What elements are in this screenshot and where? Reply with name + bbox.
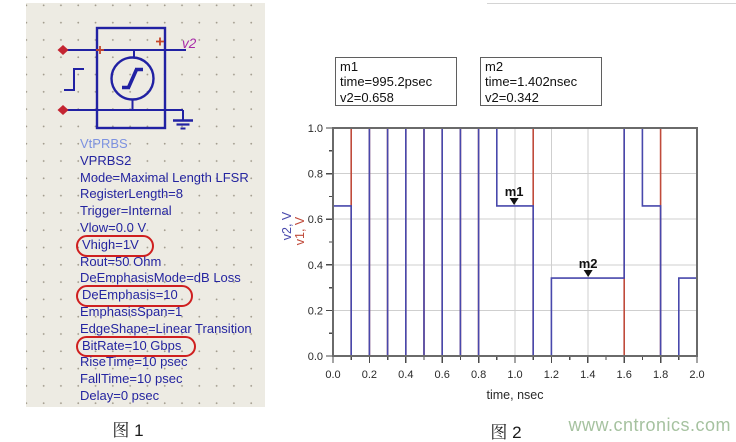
x-tick-label: 1.2 [543, 369, 560, 381]
marker-label-m1[interactable]: m1 [504, 183, 524, 199]
x-tick-label: 1.6 [616, 369, 632, 381]
param-text: RegisterLength=8 [80, 186, 183, 202]
y-tick-label: 1.0 [307, 123, 323, 135]
marker-value: v2=0.658 [340, 89, 394, 105]
x-tick-label: 0.6 [434, 369, 450, 381]
y-tick-label: 0.0 [307, 351, 323, 363]
param-text: RiseTime=10 psec [80, 354, 188, 370]
param-text: VPRBS2 [80, 152, 132, 168]
param-text: Rout=50 Ohm [80, 253, 162, 269]
y-tick-label: 0.2 [307, 305, 323, 318]
param-text: DeEmphasisMode=dB Loss [80, 270, 241, 286]
y-tick-label: 0.8 [307, 168, 323, 181]
x-tick-label: 0.4 [398, 369, 414, 381]
x-axis-label: time, nsec [486, 388, 544, 402]
x-tick-label: 1.4 [580, 369, 596, 381]
param-text: Mode=Maximal Length LFSR [80, 169, 249, 185]
x-tick-label: 1.8 [652, 369, 669, 381]
x-tick-label: 0.8 [470, 369, 487, 381]
marker-label-m2[interactable]: m2 [578, 256, 598, 272]
x-tick-label: 0.2 [361, 369, 378, 381]
y-axis-label-v1: v1, V [293, 216, 307, 246]
y-tick-label: 0.6 [307, 214, 323, 227]
marker-time: time=995.2psec [340, 74, 433, 90]
x-tick-label: 0.0 [325, 369, 341, 381]
param-text: VtPRBS [80, 136, 128, 151]
figure2-caption: 图 2 [490, 423, 522, 442]
x-tick-label: 2.0 [689, 369, 705, 381]
y-axis-label-v2: v2, V [280, 211, 294, 241]
param-text: FallTime=10 psec [80, 371, 183, 387]
marker-name: m2 [485, 59, 504, 74]
node-label-v2[interactable]: v2 [182, 36, 197, 51]
param-highlighted: BitRate=10 Gbps [76, 336, 196, 358]
marker-time: time=1.402nsec [485, 74, 578, 90]
figure1-caption: 图 1 [112, 421, 144, 440]
param-text: Delay=0 psec [80, 387, 160, 403]
param-highlighted: DeEmphasis=10 [76, 285, 193, 307]
y-tick-label: 0.4 [307, 259, 323, 272]
marker-triangle-m1[interactable] [510, 198, 519, 205]
watermark: www.cntronics.com [568, 415, 731, 435]
marker-triangle-m2[interactable] [584, 270, 593, 277]
param-text: Trigger=Internal [80, 203, 172, 219]
param-highlighted: Vhigh=1V [76, 235, 154, 257]
marker-value: v2=0.342 [485, 89, 539, 105]
param-text: Vlow=0.0 V [80, 219, 147, 235]
param-text: EmphasisSpan=1 [80, 303, 183, 319]
marker-name: m1 [340, 59, 359, 74]
x-tick-label: 1.0 [507, 369, 523, 381]
param-text: EdgeShape=Linear Transition [80, 320, 252, 336]
